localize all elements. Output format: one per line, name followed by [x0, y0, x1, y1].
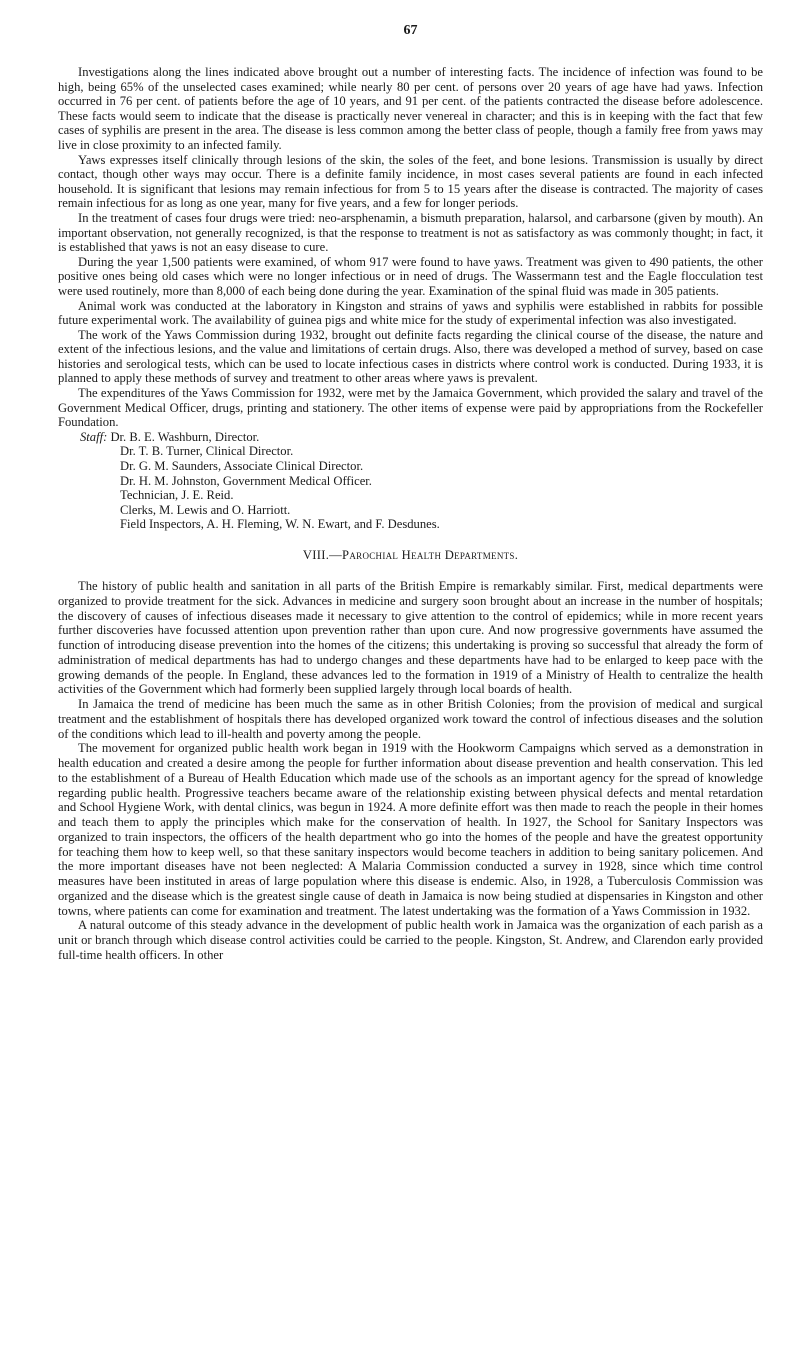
staff-member: Dr. H. M. Johnston, Government Medical Officer. — [120, 473, 372, 488]
paragraph-work-summary: The work of the Yaws Commission during 1932, brought out definite facts regarding the clinical course of the disease, the nature and extent of the infectious lesions, and the value and limitations of certain drugs. Also, there was developed a method of survey, based on case histories and serological tests, which can be used to locate infectious cases in districts where control work is conducted. During 1933, it is planned to apply these methods of survey and treatment to other areas where yaws is prevalent. — [58, 327, 763, 386]
staff-member: Dr. T. B. Turner, Clinical Director. — [120, 444, 294, 459]
document-page — [58, 0, 763, 963]
staff-list — [58, 430, 763, 532]
paragraph-incidence: Investigations along the lines indicated above brought out a number of interesting facts. The incidence of infection was found to be high, being 65% of the unselected cases examined; while nearly 80 per cent. of persons over 20 years of age have had yaws. Infection occurred in 76 per cent. of patients before the age of 10 years, and 91 per cent. of the patients contracted the disease before adolescence. These facts would seem to indicate that the disease is practically never venereal in character; and this is in keeping with the fact that few cases of syphilis are present in the area. The disease is less common among the better class of people, though a family free from yaws may live in close proximity to an infected family. — [58, 65, 763, 152]
paragraph-clinical-expression: Yaws expresses itself clinically through lesions of the skin, the soles of the feet, and bone lesions. Transmission is usually by direct contact, though other ways may occur. There is a definite family incidence, in most cases several patients are found in each infected household. It is significant that lesions may remain infectious for from 5 to 15 years after the disease is contracted. The majority of cases remain infectious for as long as one year, many for five years, and a few for longer periods. — [58, 152, 763, 211]
paragraph-natural-outcome: A natural outcome of this steady advance in the development of public health work in Jamaica was the organization of each parish as a unit or branch through which disease control activities could be carried to the people. Kingston, St. Andrew, and Clarendon early provided full-time health officers. In other — [58, 918, 763, 962]
paragraph-jamaica-trend: In Jamaica the trend of medicine has been much the same as in other British Colonies; from the provision of medical and surgical treatment and the establishment of hospitals there has developed organized work toward the control of infectious diseases and the solution of the conditions which lead to ill-health and poverty among the people. — [58, 697, 763, 741]
section-heading-number: VIII.— — [302, 548, 343, 562]
staff-member-director: Dr. B. E. Washburn, Director. — [110, 429, 260, 444]
paragraph-expenditures: The expenditures of the Yaws Commission for 1932, were met by the Jamaica Government, which provided the salary and travel of the Government Medical Officer, drugs, printing and stationery. The other items of expense were paid by appropriations from the Rockefeller Foundation. — [58, 386, 763, 430]
paragraph-patients-examined: During the year 1,500 patients were examined, of whom 917 were found to have yaws. Treatment was given to 490 patients, the other positive ones being old cases which were no longer infectious or in need of drugs. The Wassermann test and the Eagle flocculation test were used routinely, more than 8,000 of each being done during the year. Examination of the spinal fluid was made in 305 patients. — [58, 254, 763, 298]
paragraph-animal-work: Animal work was conducted at the laboratory in Kingston and strains of yaws and syphilis were established in rabbits for possible future experimental work. The availability of guinea pigs and white mice for the study of experimental infection was also investigated. — [58, 298, 763, 328]
staff-member: Clerks, M. Lewis and O. Harriott. — [120, 502, 291, 517]
parochial-health-section — [58, 579, 763, 963]
page-number: 67 — [403, 23, 418, 38]
staff-label: Staff: — [80, 429, 108, 444]
staff-member: Field Inspectors, A. H. Fleming, W. N. Ewart, and F. Desdunes. — [120, 517, 440, 532]
staff-member: Technician, J. E. Reid. — [120, 488, 234, 503]
staff-director-row — [58, 430, 763, 445]
staff-member: Dr. G. M. Saunders, Associate Clinical Director. — [120, 459, 364, 474]
yaws-commission-section — [58, 65, 763, 532]
paragraph-movement: The movement for organized public health work began in 1919 with the Hookworm Campaigns which served as a demonstration in health education and created a desire among the people for further information about disease prevention and health conservation. This led to the establishment of a Bureau of Health Education which made use of the schools as an important agency for the spread of knowledge regarding public health. Progressive teachers became aware of the relationship existing between physical defects and mental retardation and School Hygiene Work, with dental clinics, was begun in 1924. A more definite effort was then made to reach the people in their homes and teach them to apply the principles which make for the conservation of health. In 1927, the School for Sanitary Inspectors was organized to train inspectors, the officers of the health department who go into the homes of the people and have the greatest opportunity for teaching them how to keep well, so that these sanitary inspectors would become teachers in addition to being sanitary policemen. And the more important diseases have not been neglected: A Malaria Commission conducted a survey in 1928, since which time control measures have been instituted in areas of large population where this disease is endemic. Also, in 1928, a Tuberculosis Commission was organized and the disease which is the greatest single cause of death in Jamaica is now being studied at dispensaries in Kingston and other towns, where patients can come for examination and treatment. The latest undertaking was the formation of a Yaws Commission in 1932. — [58, 741, 763, 918]
section-heading-title: Parochial Health Departments. — [342, 548, 519, 562]
paragraph-treatment: In the treatment of cases four drugs were tried: neo-arsphenamin, a bismuth preparation, halarsol, and carbarsone (given by mouth). An important observation, not generally recognized, is that the response to treatment is not as satisfactory as was commonly thought; in fact, it is established that yaws is not an easy disease to cure. — [58, 210, 763, 255]
section-heading — [58, 548, 763, 563]
paragraph-history: The history of public health and sanitation in all parts of the British Empire is remarkably similar. First, medical departments were organized to provide treatment for the sick. Advances in medicine and surgery soon brought about an increase in the number of hospitals; the discovery of causes of infectious diseases made it necessary to give attention to the control of epidemics; while in more recent years further discoveries have focussed attention upon prevention rather than upon cure. And now progressive governments have assumed the function of introducing disease prevention into the homes of the citizens; this undertaking is proving so successful that already the form of administration of medical departments has had to undergo changes and these departments have had to be enlarged to keep pace with the growing demands of the people. In England, these advances led to the formation in 1919 of a Ministry of Health to centralize the health activities of the Government which had formerly been supplied largely through local boards of health. — [58, 579, 763, 697]
